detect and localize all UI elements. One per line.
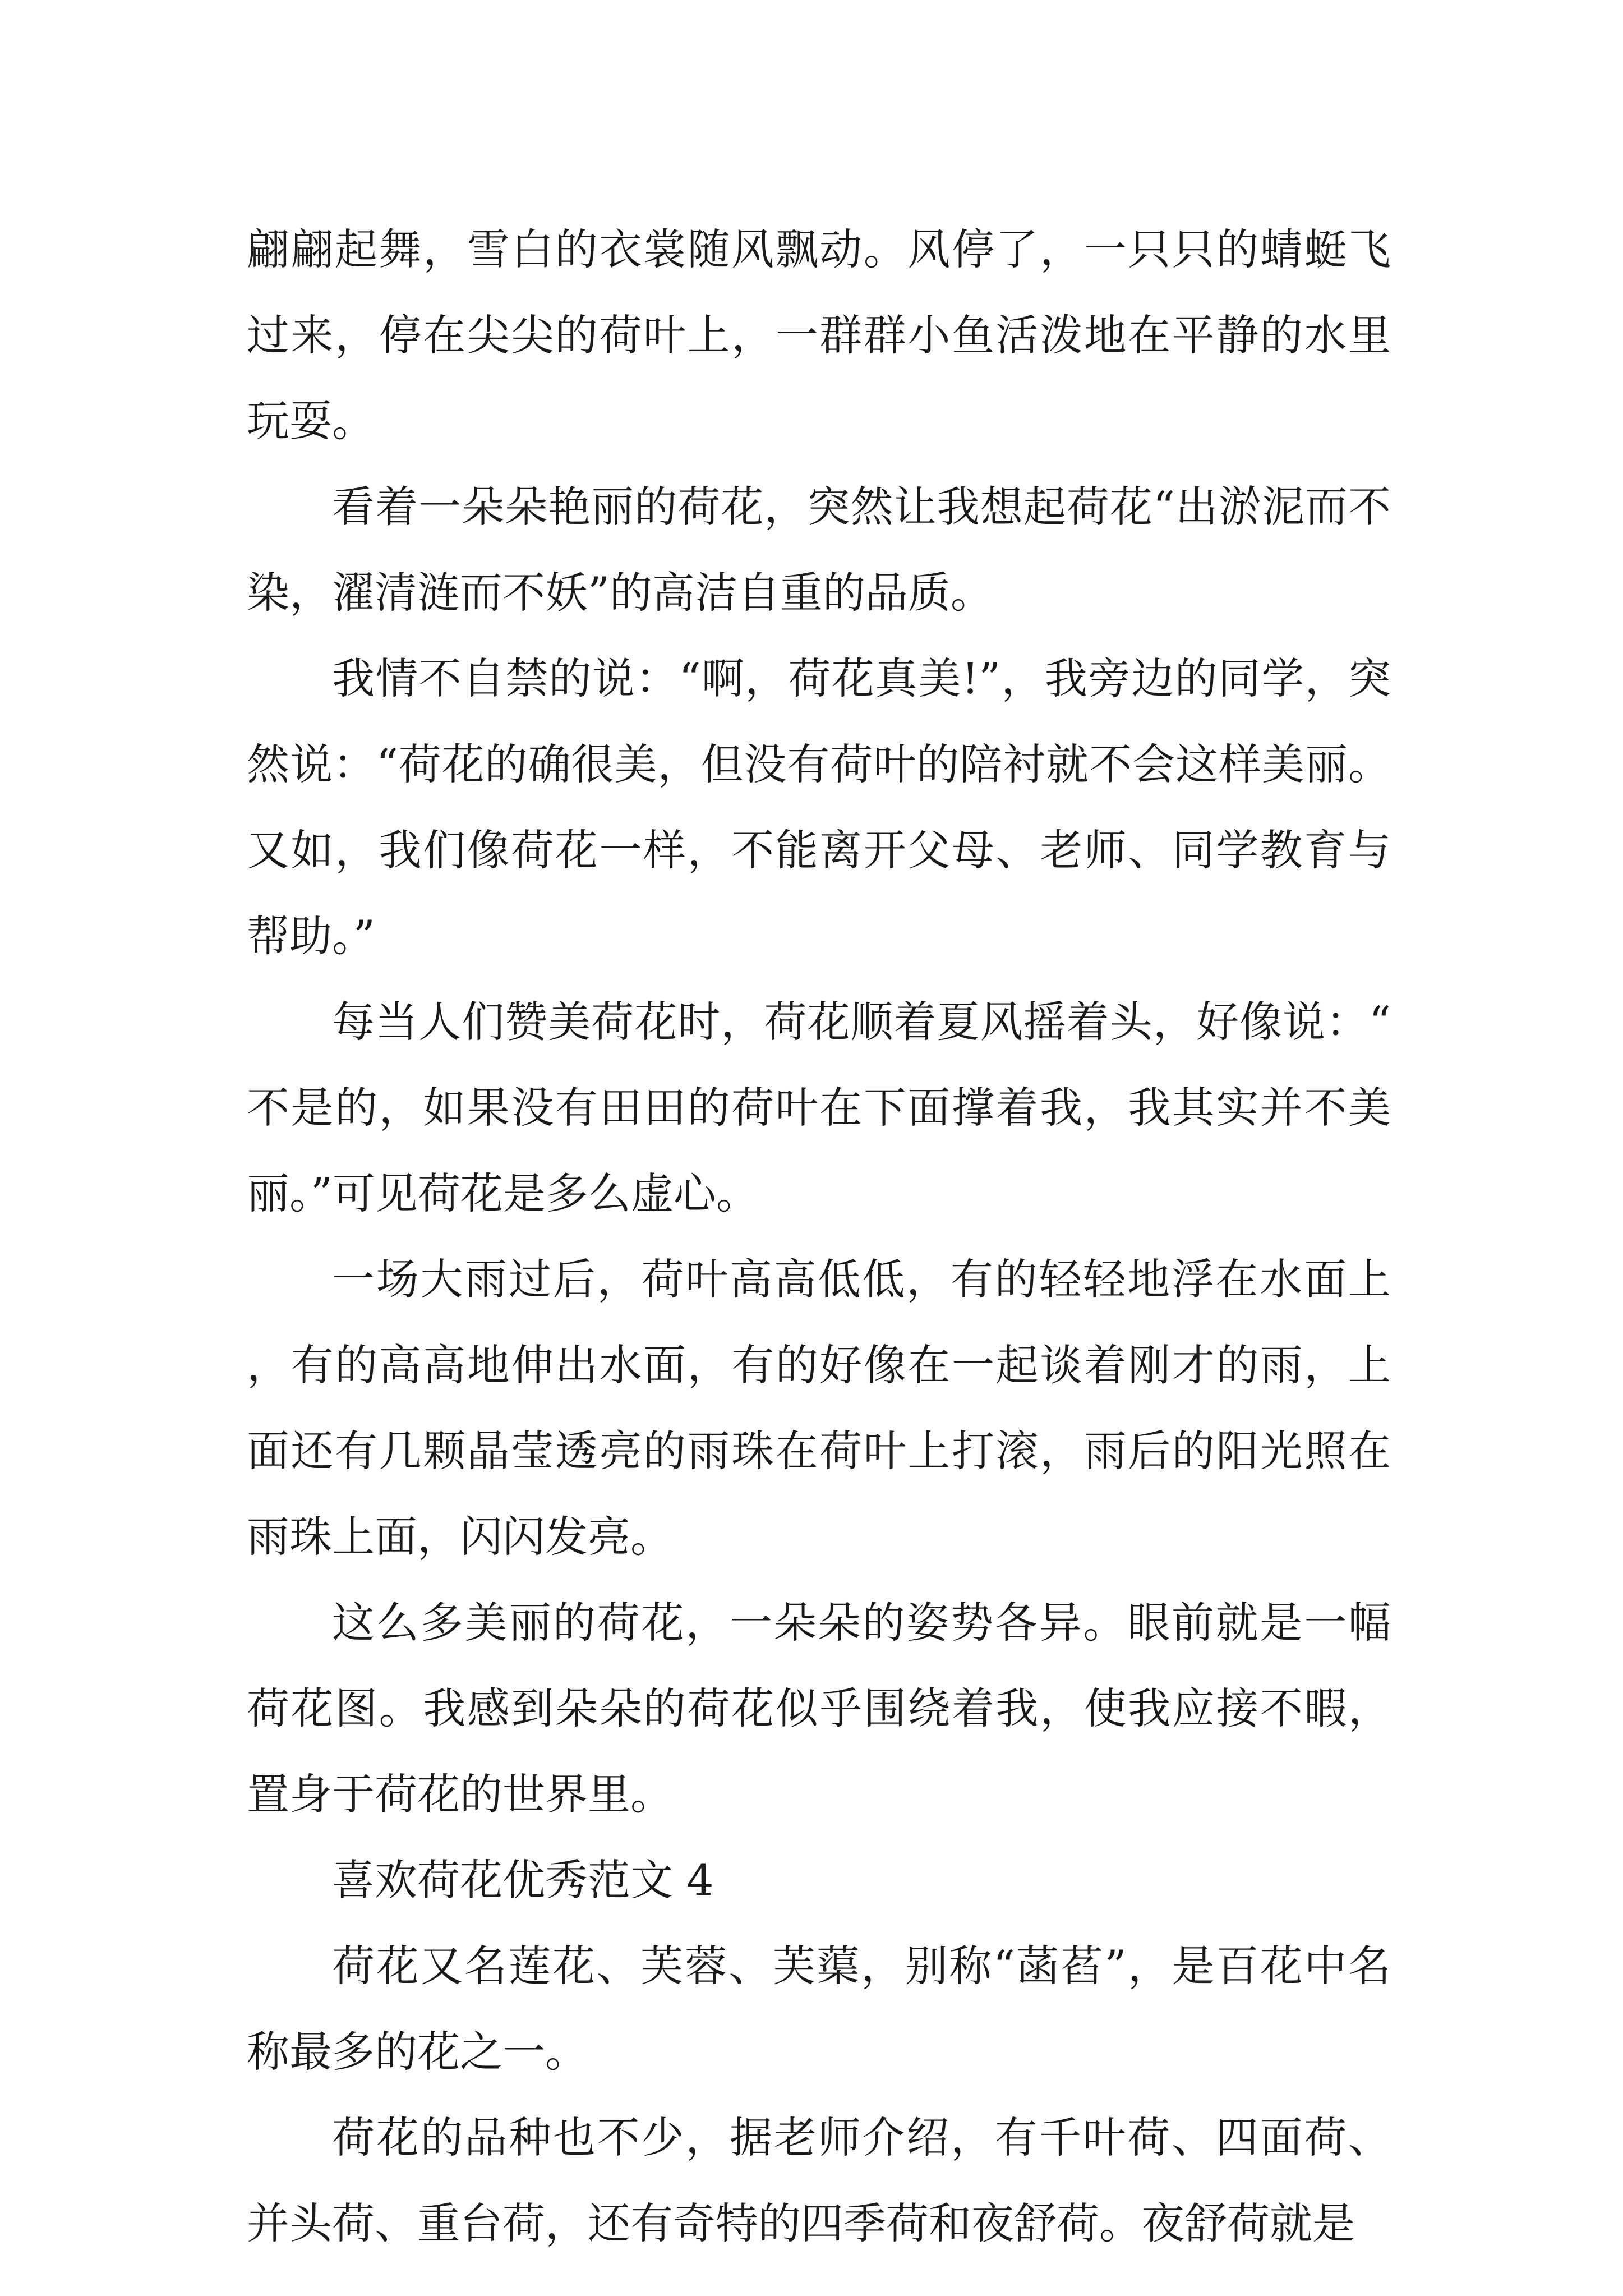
paragraph-4: 每当人们赞美荷花时，荷花顺着夏风摇着头，好像说：“不是的，如果没有田田的荷叶在下面撑着我，我其实并不美丽。”可见荷花是多么虚心。 [247, 997, 1391, 1218]
paragraph-8: 荷花的品种也不少，据老师介绍，有千叶荷、四面荷、并头荷、重台荷，还有奇特的四季荷和夜舒荷。夜舒荷就是 [247, 2113, 1391, 2248]
paragraph-3: 我情不自禁的说：“啊，荷花真美!”，我旁边的同学，突然说：“荷花的确很美，但没有荷叶的陪衬就不会这样美丽。又如，我们像荷花一样，不能离开父母、老师、同学教育与帮助。” [247, 654, 1391, 961]
paragraph-2: 看着一朵朵艳丽的荷花，突然让我想起荷花“出淤泥而不染，濯清涟而不妖”的高洁自重的品质。 [247, 482, 1391, 618]
paragraph-6: 这么多美丽的荷花，一朵朵的姿势各异。眼前就是一幅荷花图。我感到朵朵的荷花似乎围绕着我，使我应接不暇，置身于荷花的世界里。 [247, 1598, 1391, 1819]
paragraph-7: 荷花又名莲花、芙蓉、芙蕖，别称“菡萏”，是百花中名称最多的花之一。 [247, 1941, 1391, 2077]
section-heading: 喜欢荷花优秀范文 4 [332, 1855, 714, 1905]
document-body [247, 206, 1391, 2266]
paragraph-1: 翩翩起舞，雪白的衣裳随风飘动。风停了，一只只的蜻蜓飞过来，停在尖尖的荷叶上，一群群小鱼活泼地在平静的水里玩耍。 [247, 224, 1391, 446]
paragraph-5: 一场大雨过后，荷叶高高低低，有的轻轻地浮在水面上，有的高高地伸出水面，有的好像在一起谈着刚才的雨，上面还有几颗晶莹透亮的雨珠在荷叶上打滚，雨后的阳光照在雨珠上面，闪闪发亮。 [247, 1254, 1391, 1562]
